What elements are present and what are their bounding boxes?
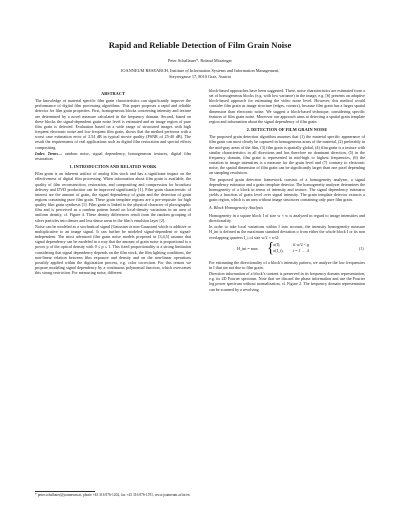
abstract-text: The knowledge of material specific film grain characteristics can significantly improve the performance of digital film processing algorithms. This paper proposes a rapid and reliable detector for film grain properties. First, homogeneous blocks concerning intensity and texture are determined by a novel measure calculated in the frequency domain. Second, based on these blocks the signal-dependent grain noise level is estimated and an image region of pure film grain is detected. Evaluation based on a wide range of structured images with high frequent electronic noise and low frequent film grain, shows that the method performs with a worst case estimation error of 2.54 dB in typical movie quality (PSNR of 25-40 dB). The result the requirements of real applications such as digital film restoration and special effects compositing. [35,98,191,150]
index-terms-label: Index Terms— [35,150,63,156]
equation-cases [273,242,284,254]
equation-case-2: σ(I_i), [273,247,284,253]
footnote-rule [35,491,95,492]
equation-lhs: H_int = max [237,245,258,251]
related-work-continuation: block-based approaches have been suggested. There, noise characteristics are estimated from a set of homogeneous blocks (e.g. with low variance) in the image, e.g. [6] presents an adaptive block-based approach for estimating the video noise level. However, this method would consider film grain as image structure (edges, corners), because film grain has a larger spatial dimension than electronic noise. We suggest a block-based technique, considering specific features of film grain noise. Moreover our approach aims at detecting a spatial grain template region and information about the signal dependency of film grain. [209,88,365,124]
index-terms-text: random noise, signal dependency, homogeneous textures, digital film restoration [35,150,191,161]
homogeneity-paragraph-4: Direction information of a block’s content is preserved in its frequency domain representation, e.g. its 2D Fourier spectrum. Note that we discard the phase information and use the Fourier log power spectrum without normalization, cf. Figure 2. The frequency domain representation can be scanned by a revolving [209,271,365,292]
homogeneity-paragraph-2: In order to take local variations within I into account, the intensity homogeneity measure H_int is defined as the maximum standard deviation σ from either the whole block I or its non overlapping quarters I_i of size w/2 × w/2: [209,224,365,240]
homogeneity-paragraph-1: Homogeneity in a square block I of size w × w is analyzed in regard to image intensities and directionality. [209,212,365,224]
equation-conditions [293,242,309,254]
affiliation-line-2: Steyrergasse 17, 8010 Graz, Austria [169,73,231,79]
intro-paragraph-1: Film grain is an inherent artifact of analog film stock and has a significant impact on the effectiveness of digital film processing. When information about film grain is available, the quality of film reconstruction, restoration, and compositing and compression for broadcast delivery and DVD production can be improved significantly [1]. Film grain characteristic of interest are the amount of grain, the signal dependency of grain and the detection of grain regions containing pure film grain. These grain template regions are a pre-requisite for high quality film grain synthesis [1]. Film grain is linked to the physical character of photographic film and is perceived as a random pattern based on local-density variations in an area of uniform density, cf. Figure 4. These density differences result from the random grouping of silver particles into denser and less dense areas in the film’s emulsion layer [2]. [35,171,191,223]
intro-paragraph-2: Noise can be modeled as a stochastical signal (Gaussian or non-Gaussian) which is additive or multiplicative to an image signal. It can further be modeled signal-dependent or signal-independent. The most advanced film grain noise models proposed in [3,4,5] assume that signal dependency can be modeled in a way that the amount of grain noise is proportional to a power p of the optical density with 0 ≤ p ≤ 1. This fixed proportionality is a strong limitation considering that signal dependency depends on the film stock, the film lighting conditions, the non-linear relation between film exposure and density and on the non-linear operations possibly applied within the digitization process, e.g. color correction. For this reason we propose modeling signal dependency by a continuous polynomial function, which overcomes this strong restriction. For measuring noise, different [35,223,191,276]
equation-number: (1) [359,245,364,251]
paper-affiliation [0,68,400,79]
equation-case-1: σ(I), [273,241,281,247]
equation-condition-2: i = 1 … 4 [293,247,309,253]
subsection-a-heading: A. Block Homogeneity Analysis [209,205,264,211]
affiliation-line-1: JOANNEUM RESEARCH, Institute of Information Systems and Information Management, [120,68,280,73]
index-terms [35,151,191,161]
paper-authors: Peter Schallauer*, Roland Mörzinger [168,58,232,63]
equation-1 [209,241,365,258]
section-2-heading: 2. DETECTION OF FILM GRAIN NOISE [246,126,328,132]
abstract-heading: ABSTRACT [101,90,125,96]
detection-paragraph-1: The proposed grain detection algorithm assumes that (1) the material specific appearance of film grain can most clearly be captured in homogeneous areas of the material, (2) preferably in the mid-gray areas of the film, (3) film grain is spatially global, (4) film grain is a texture with similar characteristics in all directions and has therefore no dominant direction, (5) in the frequency domain, film grain is represented in mid-high to highest frequencies, (6) the variation in image intensities is a measure for the grain level and (7) contrary to electronic noise, the spatial dimension of film grain can be significantly larger than one pixel depending on sampling resolution. [209,134,365,176]
detection-paragraph-2: The proposed grain detection framework consists of a homogeneity analyzer, a signal dependency estimator and a grain template detector. The homogeneity analyzer determines the homogeneity of a block in terms of intensity and texture. The signal dependency estimator yields a function of grain level over signal intensity. The grain template detector extracts a grain region, which is an area without image structures containing only pure film grain. [209,176,365,203]
equation-condition-1: if w/2 < g [293,241,310,247]
paper-title: Rapid and Reliable Detection of Film Grain Noise [108,40,292,50]
right-column [209,88,365,293]
homogeneity-paragraph-3: For estimating the directionality of a block’s intensity pattern, we analyze the low frequencies in I that are not due to film grain. [209,259,365,270]
section-1-heading: 1. INTRODUCTION AND RELATED WORK [69,163,157,169]
footnote: * peter.schallauer@joanneum.at, phone +43 316 876-1202, fax +43 316 876-1191, www.joanneum.at/iis/en [35,493,190,497]
left-column [35,88,191,276]
equation-brace: { [267,239,275,256]
